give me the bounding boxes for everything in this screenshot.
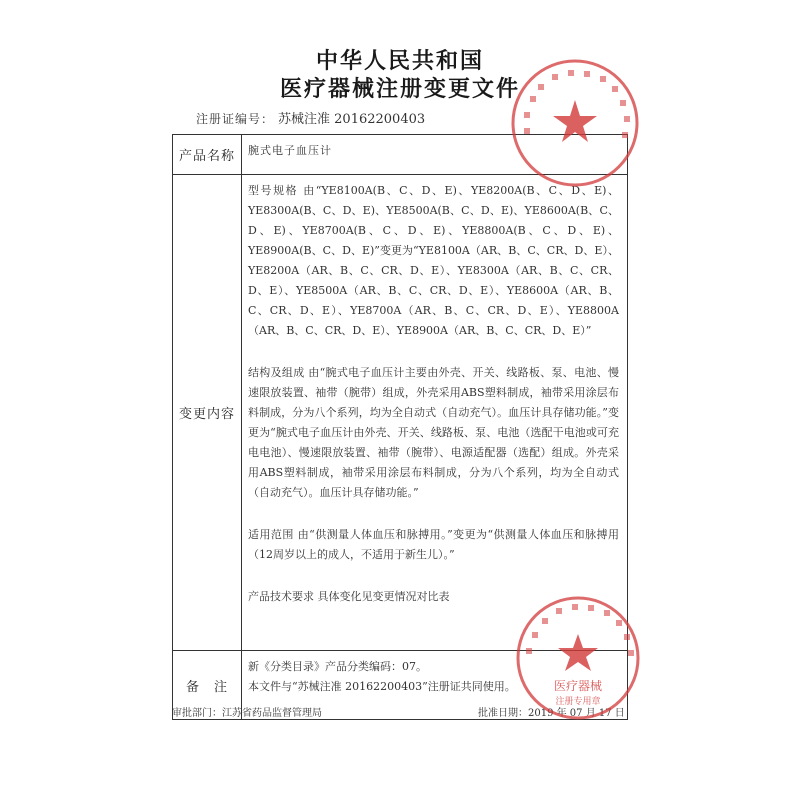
change-model-spec: 型号规格 由“YE8100A(B、C、D、E)、YE8200A(B、C、D、E)、YE8300A(B、C、D、E)、YE8500A(B、C、D、E)、YE8600A(B、C、D、E)、YE8700A(B、C、D、E)、YE8800A(B、C、D、E)、YE8900A(B、C、D、E)”变更为“YE8100A（AR、B、C、CR、D、E）、YE8200A（AR、B、C、CR、D、E）、YE8300A（AR、B、C、CR、D、E）、YE8500A（AR、B、C、CR、D、E）、YE8600A（AR、B、C、CR、D、E）、YE8700A（AR、B、C、CR、D、E）、YE8800A（AR、B、C、CR、D、E）、YE8900A（AR、B、C、CR、D、E）” — [248, 184, 619, 337]
top-seal-icon — [508, 56, 642, 190]
registration-number-label: 注册证编号： — [196, 112, 275, 126]
change-structure: 结构及组成 由“腕式电子血压计主要由外壳、开关、线路板、泵、电池、慢速限放装置、袖带（腕带）组成，外壳采用ABS塑料制成，袖带采用涂层布料制成，分为八个系列，均为全自动式（自动充气）。血压计具存储功能。”变更为“腕式电子血压计由外壳、开关、线路板、泵、电池（选配干电池或可充电电池）、慢速限放装置、袖带（腕带）、电源适配器（选配）组成。外壳采用ABS塑料制成，袖带采用涂层布料制成，分为八个系列，均为全自动式（自动充气）。血压计具存储功能。” — [248, 366, 619, 499]
change-content-row — [173, 175, 628, 651]
change-scope: 适用范围 由“供测量人体血压和脉搏用。”变更为“供测量人体血压和脉搏用（12周岁以上的成人，不适用于新生儿）。” — [248, 528, 619, 561]
registration-seal-icon — [514, 594, 642, 722]
note-line-2: 本文件与“苏械注准 20162200403”注册证共同使用。 — [248, 680, 516, 693]
document-title-line-1: 中华人民共和国 — [315, 49, 484, 74]
change-content-label: 变更内容 — [173, 175, 242, 651]
approval-date: 批准日期：2019 年 07 月 17 日 — [478, 708, 625, 719]
change-content-body — [242, 175, 628, 651]
note-label: 备 注 — [173, 651, 242, 720]
registration-number-value: 苏械注准 20162200403 — [278, 112, 426, 127]
note-line-1: 新《分类目录》产品分类编码：07。 — [248, 660, 427, 673]
seal-text-2: 注册专用章 — [555, 697, 601, 707]
star-seal-icon — [553, 100, 597, 142]
change-tech-requirements: 产品技术要求 具体变化见变更情况对比表 — [248, 590, 450, 603]
product-name-label: 产品名称 — [173, 135, 242, 175]
approval-authority: 审批部门：江苏省药品监督管理局 — [172, 708, 322, 719]
document-title-line-2: 医疗器械注册变更文件 — [279, 77, 520, 102]
product-name-value: 腕式电子血压计 — [242, 135, 628, 175]
seal-text-1: 医疗器械 — [553, 679, 603, 693]
registration-number — [196, 108, 425, 127]
